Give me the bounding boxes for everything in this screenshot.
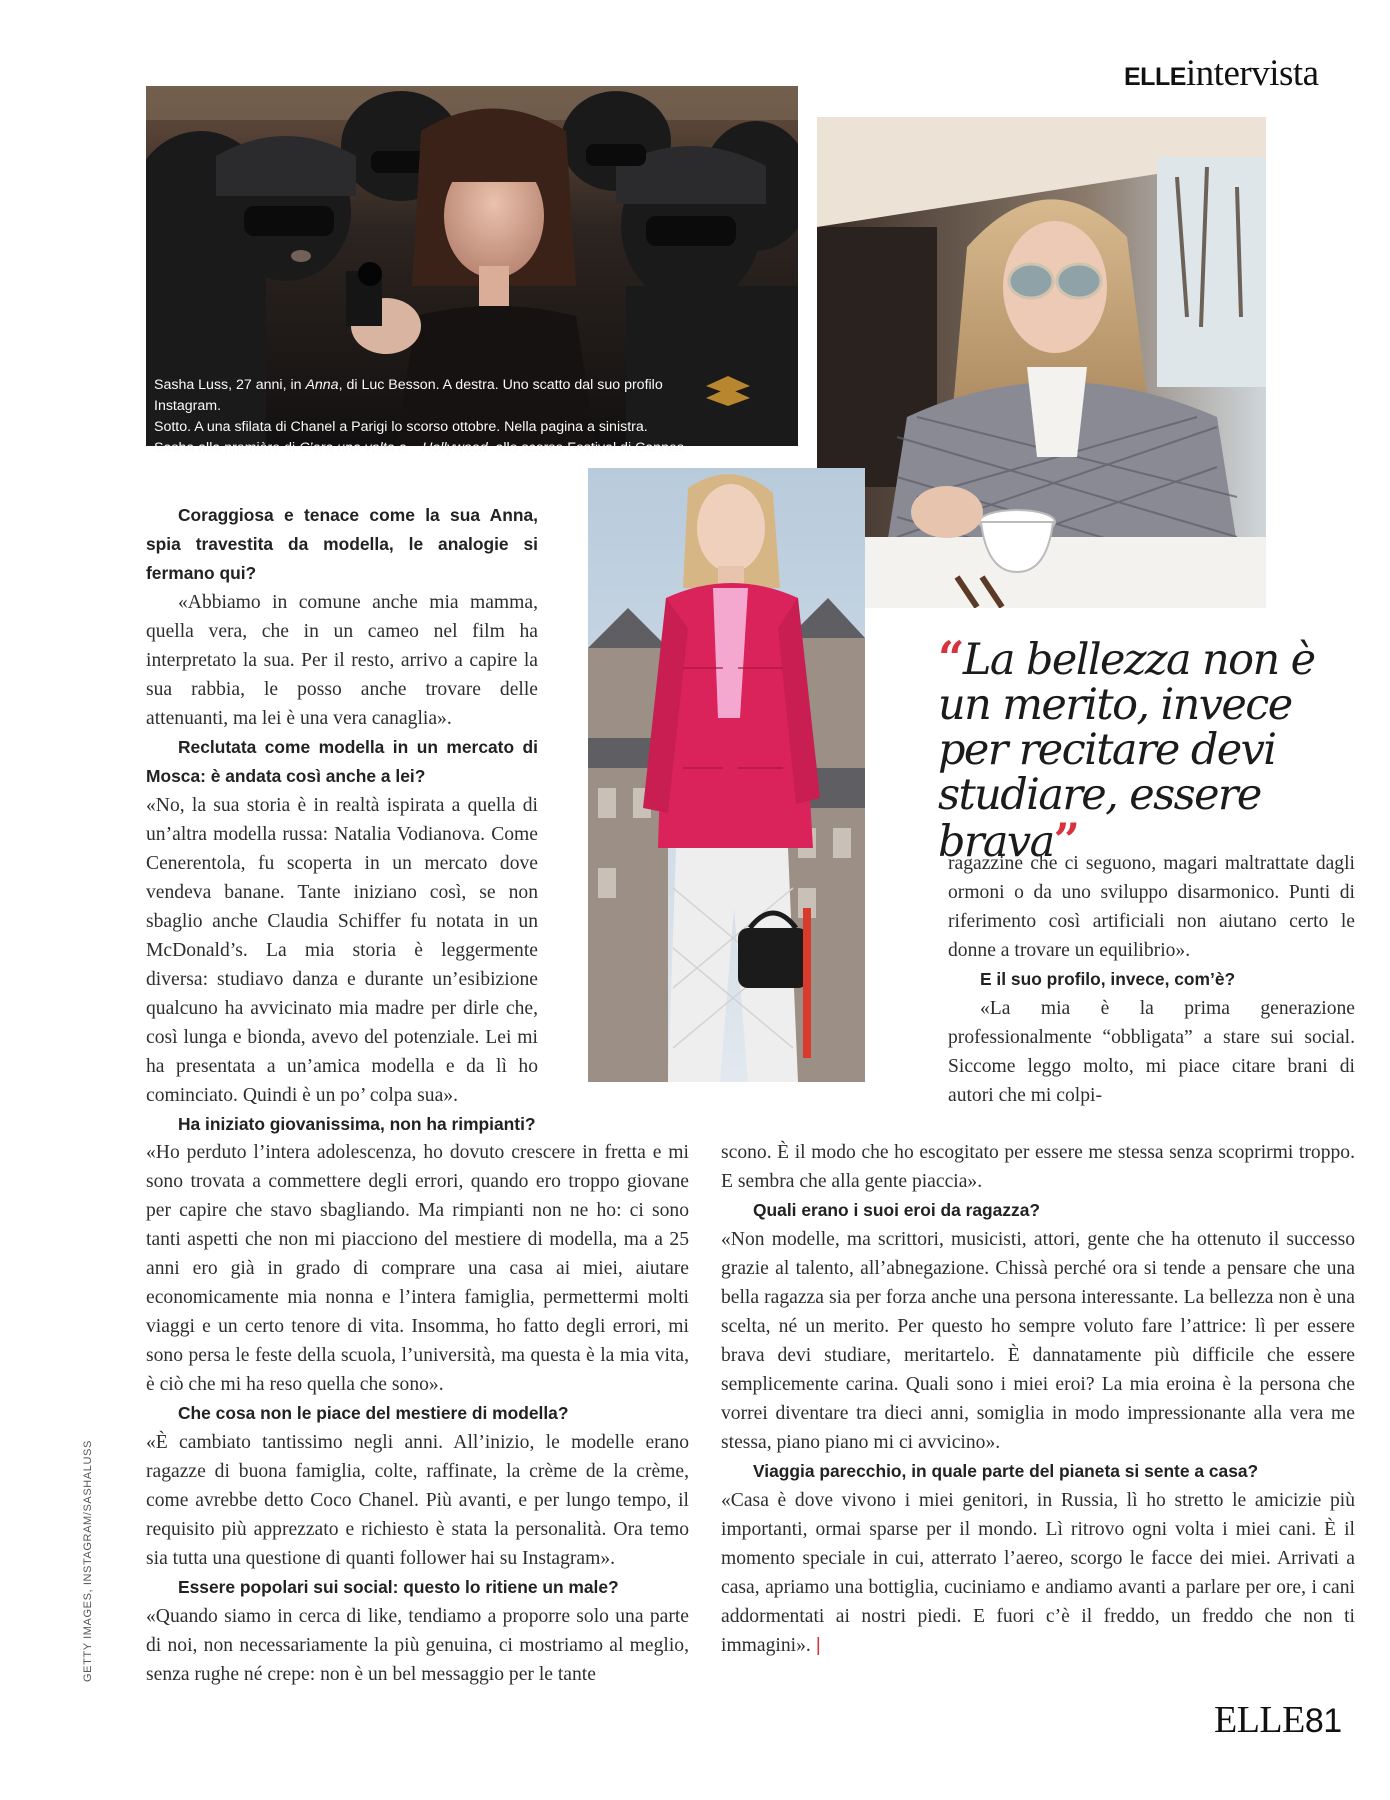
answer-paragraph: ragazzine che ci seguono, magari maltrattate dagli ormoni o da uno sviluppo disarmonico. Punti di riferimento così artificiali non aiutano certo le donne a trovare un equilibrio». bbox=[948, 853, 1355, 961]
quote-close-mark: ” bbox=[1053, 813, 1079, 867]
answer-paragraph: «La mia è la prima generazione professionalmente “obbligata” a stare sui social. Siccome leggo molto, mi piace citare brani di autori che mi colpi- bbox=[948, 998, 1355, 1106]
end-mark: | bbox=[815, 1634, 821, 1656]
answer-paragraph: «Quando siamo in cerca di like, tendiamo a proporre solo una parte di noi, non necessariamente la più genuina, ci mostriamo al meglio, senza rughe né crepe: non è un bel messaggio per le tante bbox=[146, 1606, 689, 1685]
caption-line-2: Sotto. A una sfilata di Chanel a Parigi lo scorso ottobre. Nella pagina a sinistra. bbox=[154, 419, 648, 435]
question: Che cosa non le piace del mestiere di modella? bbox=[178, 1403, 569, 1423]
question: Ha iniziato giovanissima, non ha rimpianti? bbox=[178, 1114, 536, 1134]
page-folio bbox=[1214, 1698, 1342, 1742]
pull-quote bbox=[938, 631, 1358, 867]
instagram-photo bbox=[817, 117, 1266, 608]
question: Quali erano i suoi eroi da ragazza? bbox=[753, 1200, 1041, 1220]
answer-paragraph: «Abbiamo in comune anche mia mamma, quella vera, che in un cameo nel film ha interpretato la sua. Per il resto, arrivo a capire la sua rabbia, le posso anche trovare delle attenuanti, ma lei è una vera canaglia». bbox=[146, 592, 538, 729]
answer-paragraph: «Ho perduto l’intera adolescenza, ho dovuto crescere in fretta e mi sono trovata a commettere degli errori, quando ero troppo giovane per capire che stavo sbagliando. Ma rimpianti non ne ho: ci sono tanti aspetti che non mi piacciono del mestiere di modella, ma a 25 anni ero già in grado di comprare una casa ai miei, aiutare economicamente mia nonna e l’intera famiglia, permettermi molti viaggi e un certo tenore di vita. Insomma, ho fatto degli errori, mi sono persa le feste della scuola, l’università, ma questa è la mia vita, è ciò che mi ha reso quella che sono». bbox=[146, 1142, 689, 1395]
pull-quote-text: La bellezza non è un merito, invece per recitare devi studiare, essere brava bbox=[938, 635, 1315, 867]
section-header bbox=[1124, 52, 1354, 98]
column-1-upper bbox=[146, 501, 538, 1139]
page-number: 81 bbox=[1304, 1702, 1342, 1740]
answer-paragraph: «È cambiato tantissimo negli anni. All’inizio, le modelle erano ragazze di buona famiglia, colte, raffinate, la crème de la crème, come avrebbe detto Coco Chanel. Più avanti, e per lungo tempo, il requisito più apprezzato e richiesto è stata la personalità. Ora temo sia tutta una questione di quanti follower hai su Instagram». bbox=[146, 1432, 689, 1569]
answer-paragraph: «Non modelle, ma scrittori, musicisti, attori, gente che ha ottenuto il successo grazie al talento, all’abnegazione. Chissà perché ora si tende a pensare che una bella ragazza sia per forza anche una persona interessante. La bellezza non è una scelta, né un merito. Per questo ho sempre voluto fare l’attrice: lì per essere brava devi studiare, meritartelo. È dannatamente più difficile che essere semplicemente carina. Quali sono i miei eroi? La mia eroina è la persona che vorrei diventare tra dieci anni, somiglia in modo impressionante alla vera me stessa, piano piano mi ci avvicino». bbox=[721, 1229, 1355, 1453]
column-2-lower bbox=[721, 1138, 1355, 1660]
folio-brand: ELLE bbox=[1214, 1699, 1305, 1741]
answer-paragraph: «No, la sua storia è in realtà ispirata a quella di un’altra modella russa: Natalia Vodianova. Come Cenerentola, fu scoperta in un mercato dove vendeva banane. Tante iniziano così, se non sbaglio anche Claudia Schiffer fu notata in un McDonald’s. La mia storia è leggermente diversa: studiavo danza e durante un’esibizione qualcuno ha avvicinato mia madre per dirle che, così lunga e bionda, avevo del potenziale. Lei mi ha presentata a un’amica modella e da lì ho cominciato. Quindi è un po’ colpa sua». bbox=[146, 795, 538, 1106]
photo-credit: GETTY IMAGES, INSTAGRAM/SASHALUSS bbox=[82, 1440, 94, 1682]
question: E il suo profilo, invece, com’è? bbox=[980, 969, 1236, 989]
runway-photo bbox=[588, 468, 865, 1082]
question: Viaggia parecchio, in quale parte del pianeta si sente a casa? bbox=[753, 1461, 1259, 1481]
answer-paragraph: «Casa è dove vivono i miei genitori, in Russia, lì ho stretto le amicizie più importanti, ormai sparse per il mondo. Lì ritrovo ogni volta i miei cani. È il momento speciale in cui, atterrato l’aereo, scorgo le facce dei miei. Arrivati a casa, apriamo una bottiglia, cuciniamo e andiamo avanti a parlare per ore, i cani addormentati ai nostri piedi. E fuori c’è il freddo, un freddo che non ti immagini». | bbox=[721, 1490, 1355, 1656]
question: Coraggiosa e tenace come la sua Anna, spia travestita da modella, le analogie si fermano qui? bbox=[146, 505, 538, 583]
magazine-brand: ELLE bbox=[1124, 63, 1186, 91]
caption-line-3: Sasha alla première di C’era una volta a... Hollywood, allo scorso Festival di Cannes. bbox=[154, 440, 688, 456]
column-1-lower bbox=[146, 1138, 689, 1689]
quote-open-mark: “ bbox=[938, 631, 963, 685]
caption-line-1: Sasha Luss, 27 anni, in Anna, di Luc Besson. A destra. Uno scatto dal suo profilo Instagram. bbox=[154, 377, 663, 414]
section-title: intervista bbox=[1185, 53, 1319, 94]
question: Reclutata come modella in un mercato di Mosca: è andata così anche a lei? bbox=[146, 737, 538, 786]
answer-paragraph: scono. È il modo che ho escogitato per essere me stessa senza scoprirmi troppo. E sembra che alla gente piaccia». bbox=[721, 1142, 1355, 1192]
column-2-upper bbox=[948, 849, 1355, 1110]
photo-caption bbox=[154, 375, 714, 459]
question: Essere popolari sui social: questo lo ritiene un male? bbox=[178, 1577, 619, 1597]
